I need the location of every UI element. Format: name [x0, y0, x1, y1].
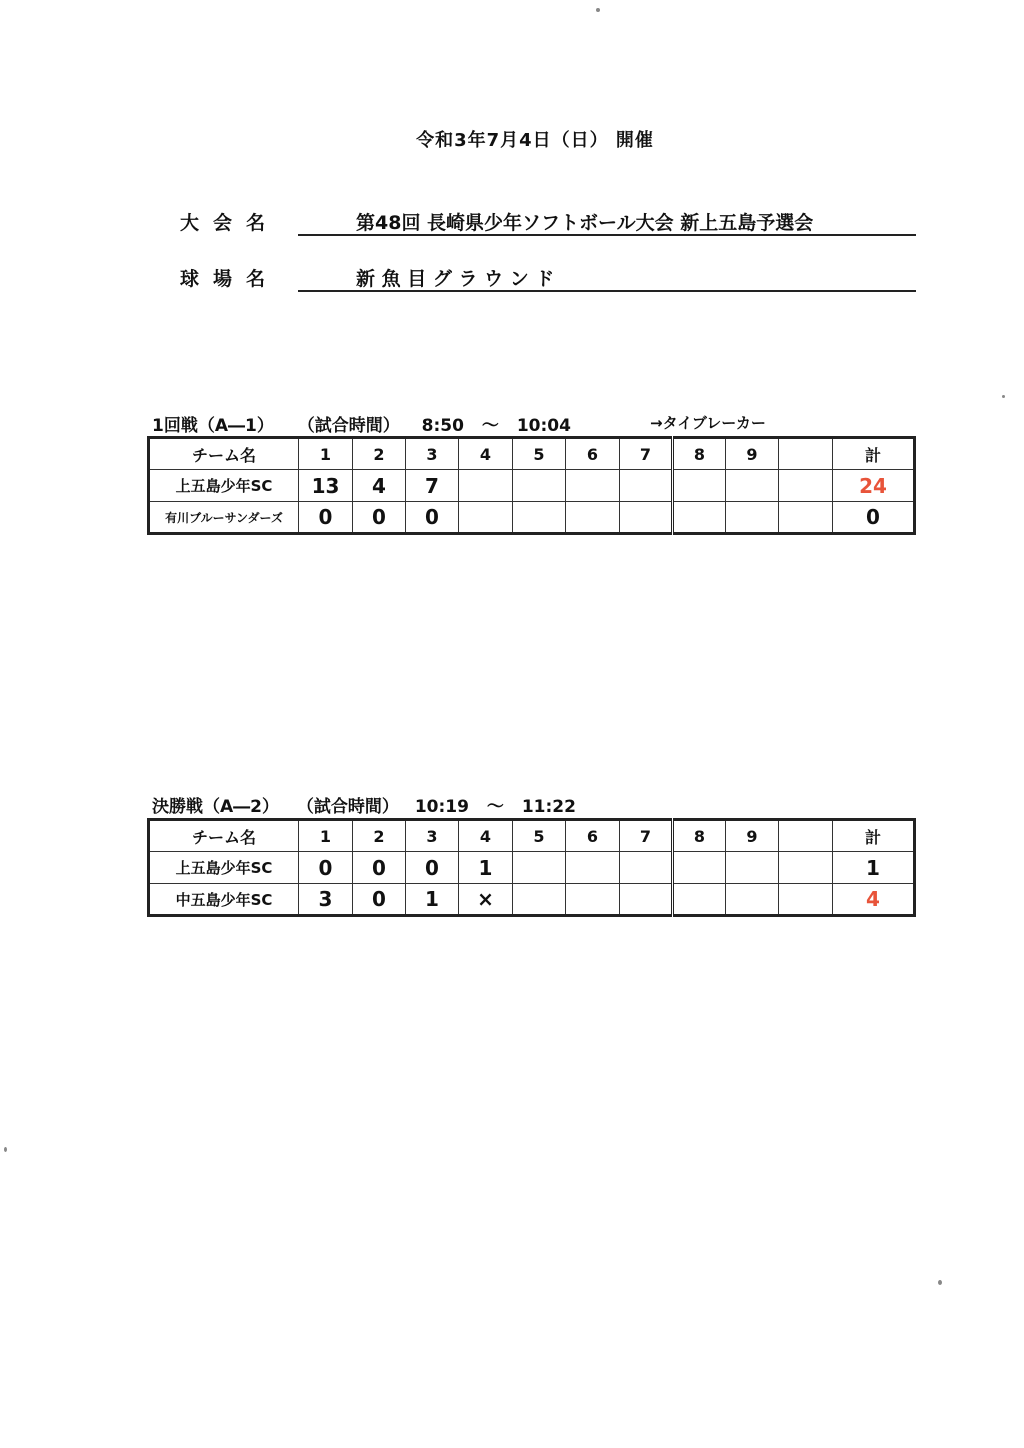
- inning-score: [779, 470, 833, 502]
- scan-speck: [938, 1280, 942, 1285]
- venue-name: 新 魚 目 グ ラ ウ ン ド: [356, 268, 555, 290]
- inning-score: 0: [406, 852, 459, 884]
- inning-score: [513, 852, 566, 884]
- inning-score: 0: [406, 502, 459, 534]
- header-row: [149, 820, 915, 852]
- tournament-label: 大会名: [180, 212, 280, 234]
- tournament-name: 第48回 長崎県少年ソフトボール大会 新上五島予選会: [356, 212, 814, 234]
- tournament-underline: [298, 234, 916, 236]
- inning-score: [566, 502, 620, 534]
- total-score: 24: [833, 470, 915, 502]
- game1-start-time: 8:50: [421, 416, 464, 436]
- inning-header: 5: [513, 820, 566, 852]
- game2-end-time: 11:22: [521, 797, 576, 817]
- inning-score: [673, 884, 726, 916]
- scan-speck: [596, 8, 600, 12]
- inning-score: 1: [406, 884, 459, 916]
- venue-label: 球場名: [180, 268, 280, 290]
- inning-score: [620, 852, 673, 884]
- team-row: [149, 470, 915, 502]
- inning-score: [620, 884, 673, 916]
- inning-score: [513, 502, 566, 534]
- inning-score: 0: [353, 884, 406, 916]
- game2-time-label: （試合時間）: [296, 797, 399, 817]
- team-name: 上五島少年SC: [149, 852, 299, 884]
- inning-score: [566, 852, 620, 884]
- inning-score: 0: [299, 852, 353, 884]
- inning-score: [620, 470, 673, 502]
- team-header: チーム名: [149, 820, 299, 852]
- team-name: 有川ブルーサンダーズ: [149, 502, 299, 534]
- game1-time-label: （試合時間）: [297, 416, 400, 436]
- inning-score: [726, 502, 779, 534]
- inning-header: 6: [566, 820, 620, 852]
- inning-header: 7: [620, 820, 673, 852]
- inning-score: 13: [299, 470, 353, 502]
- inning-score: 0: [299, 502, 353, 534]
- inning-score: 4: [353, 470, 406, 502]
- inning-score: [620, 502, 673, 534]
- game1-tiebreak-note: →タイブレーカー: [650, 414, 766, 432]
- header-row: [149, 438, 915, 470]
- inning-score: [673, 470, 726, 502]
- total-header: 計: [833, 820, 915, 852]
- inning-score: 1: [459, 852, 513, 884]
- inning-score: [566, 470, 620, 502]
- inning-header: 5: [513, 438, 566, 470]
- game2-tilde: ～: [486, 797, 504, 817]
- total-header: 計: [833, 438, 915, 470]
- scan-speck: [1002, 395, 1005, 398]
- team-name: 上五島少年SC: [149, 470, 299, 502]
- inning-score: [779, 852, 833, 884]
- inning-score: 7: [406, 470, 459, 502]
- inning-score: [673, 502, 726, 534]
- inning-score: [779, 502, 833, 534]
- inning-score: 0: [353, 852, 406, 884]
- game1-header: [152, 411, 571, 436]
- inning-header: 1: [299, 438, 353, 470]
- inning-header: 8: [673, 820, 726, 852]
- game2-scoreboard: [147, 818, 916, 917]
- inning-score: [726, 884, 779, 916]
- inning-score: [459, 502, 513, 534]
- venue-underline: [298, 290, 916, 292]
- total-score: 0: [833, 502, 915, 534]
- inning-score: [513, 470, 566, 502]
- inning-header: 4: [459, 438, 513, 470]
- scan-speck: [4, 1147, 7, 1152]
- inning-header: 9: [726, 438, 779, 470]
- inning-header: 2: [353, 820, 406, 852]
- team-name: 中五島少年SC: [149, 884, 299, 916]
- inning-header: 3: [406, 438, 459, 470]
- inning-header: 9: [726, 820, 779, 852]
- game2-start-time: 10:19: [414, 797, 469, 817]
- inning-score: [459, 470, 513, 502]
- inning-header: 4: [459, 820, 513, 852]
- total-score: 1: [833, 852, 915, 884]
- inning-score: [726, 852, 779, 884]
- team-row: [149, 852, 915, 884]
- inning-header: [779, 820, 833, 852]
- team-row: [149, 502, 915, 534]
- game1-round: 1回戦（A―1）: [152, 416, 274, 436]
- team-header: チーム名: [149, 438, 299, 470]
- inning-header: 1: [299, 820, 353, 852]
- inning-header: 3: [406, 820, 459, 852]
- game1-end-time: 10:04: [516, 416, 571, 436]
- inning-header: 8: [673, 438, 726, 470]
- inning-score: [513, 884, 566, 916]
- team-row: [149, 884, 915, 916]
- inning-score: [673, 852, 726, 884]
- inning-header: [779, 438, 833, 470]
- inning-header: 7: [620, 438, 673, 470]
- inning-score: [779, 884, 833, 916]
- inning-header: 2: [353, 438, 406, 470]
- game2-round: 決勝戦（A―2）: [152, 797, 279, 817]
- inning-score: [726, 470, 779, 502]
- inning-score: ×: [459, 884, 513, 916]
- game1-tilde: ～: [481, 416, 499, 436]
- game1-scoreboard: [147, 436, 916, 535]
- inning-score: [566, 884, 620, 916]
- inning-score: 3: [299, 884, 353, 916]
- inning-header: 6: [566, 438, 620, 470]
- inning-score: 0: [353, 502, 406, 534]
- total-score: 4: [833, 884, 915, 916]
- game2-header: [152, 792, 576, 817]
- date-held: 令和3年7月4日（日） 開催: [416, 130, 654, 151]
